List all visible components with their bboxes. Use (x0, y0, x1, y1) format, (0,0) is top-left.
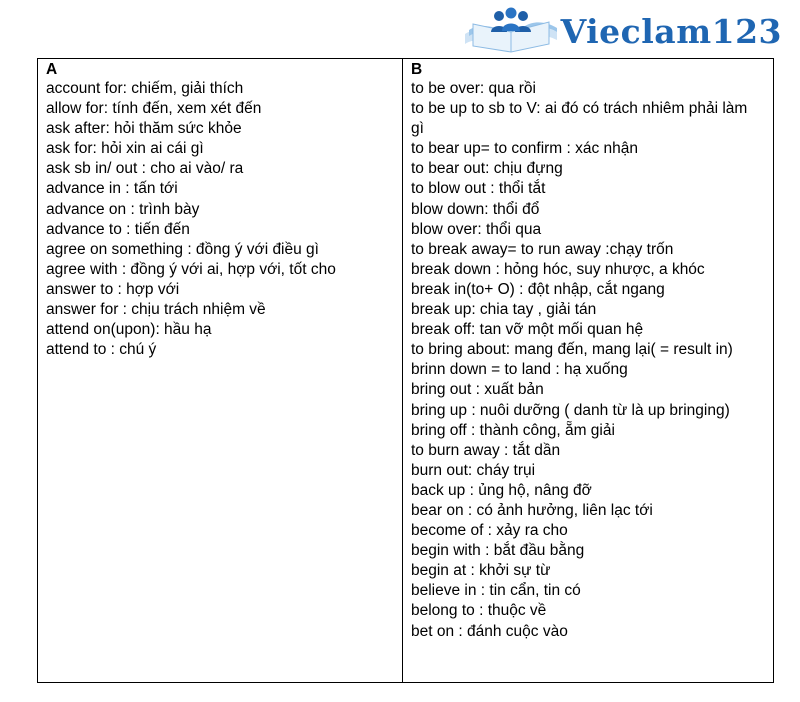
entry: blow over: thổi qua (411, 220, 542, 238)
entry: bring out : xuất bản (411, 381, 544, 399)
entry: agree with : đồng ý với ai, hợp với, tốt cho (46, 260, 336, 278)
vocabulary-table (37, 58, 774, 683)
entry: advance on : trình bày (46, 200, 200, 218)
entry: believe in : tin cẩn, tin có (411, 582, 581, 600)
entry: bear on : có ảnh hưởng, liên lạc tới (411, 501, 653, 519)
logo-book-icon (463, 4, 559, 56)
entry: break off: tan vỡ một mối quan hệ (411, 321, 644, 339)
entry: answer to : hợp với (46, 280, 180, 298)
entry: advance to : tiến đến (46, 220, 190, 238)
entry: bet on : đánh cuộc vào (411, 622, 568, 640)
entry: attend on(upon): hầu hạ (46, 321, 212, 339)
entry: break up: chia tay , giải tán (411, 301, 597, 319)
column-b-header: B (411, 61, 423, 78)
entry: allow for: tính đến, xem xét đến (46, 100, 262, 118)
entry: begin at : khởi sự từ (411, 562, 551, 580)
entry: ask for: hỏi xin ai cái gì (46, 140, 204, 158)
entry: belong to : thuộc về (411, 602, 547, 620)
entry: break in(to+ O) : đột nhập, cắt ngang (411, 280, 665, 298)
column-a-header: A (46, 61, 58, 78)
column-b (403, 59, 773, 682)
entry: attend to : chú ý (46, 341, 157, 359)
entry: begin with : bắt đầu bằng (411, 542, 585, 560)
entry: to bear out: chịu đựng (411, 160, 563, 178)
entry: break down : hỏng hóc, suy nhược, a khóc (411, 260, 705, 278)
entry: answer for : chịu trách nhiệm về (46, 301, 266, 319)
entry: blow down: thổi đổ (411, 200, 540, 218)
entry: to bear up= to confirm : xác nhận (411, 140, 639, 158)
entry: to burn away : tắt dần (411, 441, 561, 459)
entry: ask after: hỏi thăm sức khỏe (46, 120, 242, 138)
column-b-entries (411, 79, 773, 642)
entry: bring up : nuôi dưỡng ( danh từ là up bringing) (411, 401, 730, 419)
entry: back up : ủng hộ, nâng đỡ (411, 481, 592, 499)
entry: to break away= to run away :chạy trốn (411, 240, 674, 258)
entry: brinn down = to land : hạ xuống (411, 361, 628, 379)
entry: account for: chiếm, giải thích (46, 80, 244, 97)
column-a (38, 59, 403, 682)
entry: to be up to sb to V: ai đó có trách nhiêm phải làm gì (411, 100, 748, 138)
entry: to be over: qua rồi (411, 80, 536, 97)
entry: become of : xảy ra cho (411, 522, 568, 540)
entry: burn out: cháy trụi (411, 461, 536, 479)
column-a-entries (46, 79, 402, 360)
entry: bring off : thành công, ẵm giải (411, 421, 615, 439)
entry: to blow out : thổi tắt (411, 180, 546, 198)
site-logo (463, 4, 782, 56)
entry: ask sb in/ out : cho ai vào/ ra (46, 160, 244, 178)
logo-text: Vieclam123 (560, 11, 782, 51)
entry: advance in : tấn tới (46, 180, 178, 198)
entry: to bring about: mang đến, mang lại( = result in) (411, 341, 733, 359)
entry: agree on something : đồng ý với điều gì (46, 240, 319, 258)
